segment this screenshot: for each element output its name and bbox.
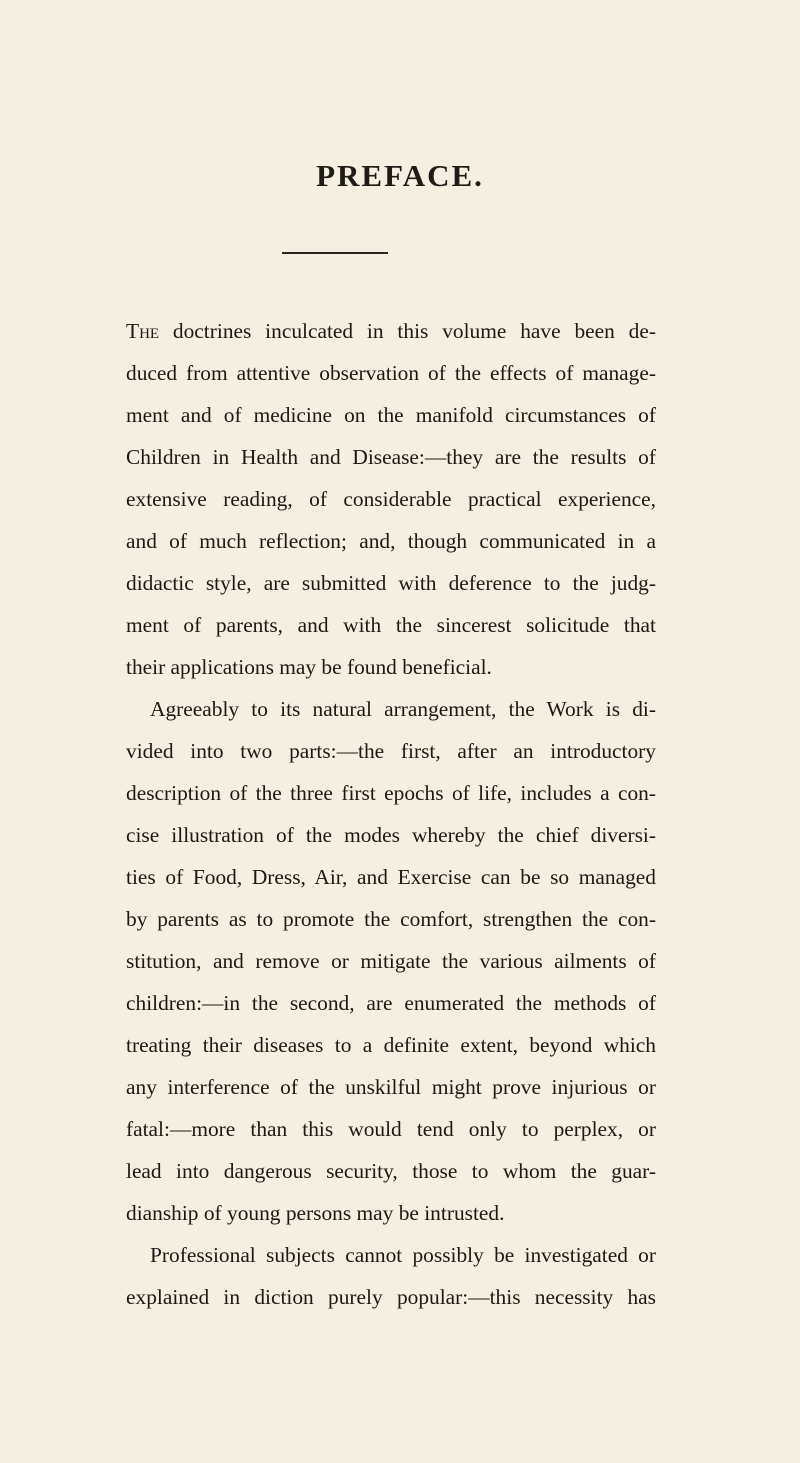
text-line: children:—in the second, are enumerated the methods of [126, 991, 656, 1015]
text-line: their applications may be found beneficial. [126, 655, 492, 679]
text-line: and of much reflection; and, though communicated in a [126, 529, 656, 553]
text-line: Agreeably to its natural arrangement, the Work is di- [150, 697, 656, 721]
text-line: duced from attentive observation of the effects of manage- [126, 361, 656, 385]
text-line: Children in Health and Disease:—they are the results of [126, 445, 656, 469]
title-rule [282, 252, 388, 254]
text-line: description of the three first epochs of life, includes a con- [126, 781, 656, 805]
text-line: extensive reading, of considerable practical experience, [126, 487, 656, 511]
text-line: ment of parents, and with the sincerest solicitude that [126, 613, 656, 637]
text-line: dianship of young persons may be intrusted. [126, 1201, 505, 1225]
page-title: PREFACE. [316, 158, 484, 193]
text-line: ment and of medicine on the manifold circumstances of [126, 403, 656, 427]
text-line-lead: The [126, 319, 160, 343]
text-line: vided into two parts:—the first, after an introductory [126, 739, 656, 763]
text-line: stitution, and remove or mitigate the various ailments of [126, 949, 656, 973]
text-line: treating their diseases to a definite extent, beyond which [126, 1033, 656, 1057]
text-line: fatal:—more than this would tend only to perplex, or [126, 1117, 656, 1141]
text-line: lead into dangerous security, those to whom the guar- [126, 1159, 656, 1183]
text-line-rest: doctrines inculcated in this volume have been de- [159, 319, 656, 343]
text-line: by parents as to promote the comfort, strengthen the con- [126, 907, 656, 931]
text-line: ties of Food, Dress, Air, and Exercise can be so managed [126, 865, 656, 889]
text-line: any interference of the unskilful might prove injurious or [126, 1075, 656, 1099]
text-line: explained in diction purely popular:—this necessity has [126, 1285, 656, 1309]
text-line: cise illustration of the modes whereby the chief diversi- [126, 823, 656, 847]
text-line: Professional subjects cannot possibly be investigated or [150, 1243, 656, 1267]
text-line [126, 310, 656, 352]
text-line: didactic style, are submitted with deference to the judg- [126, 571, 656, 595]
